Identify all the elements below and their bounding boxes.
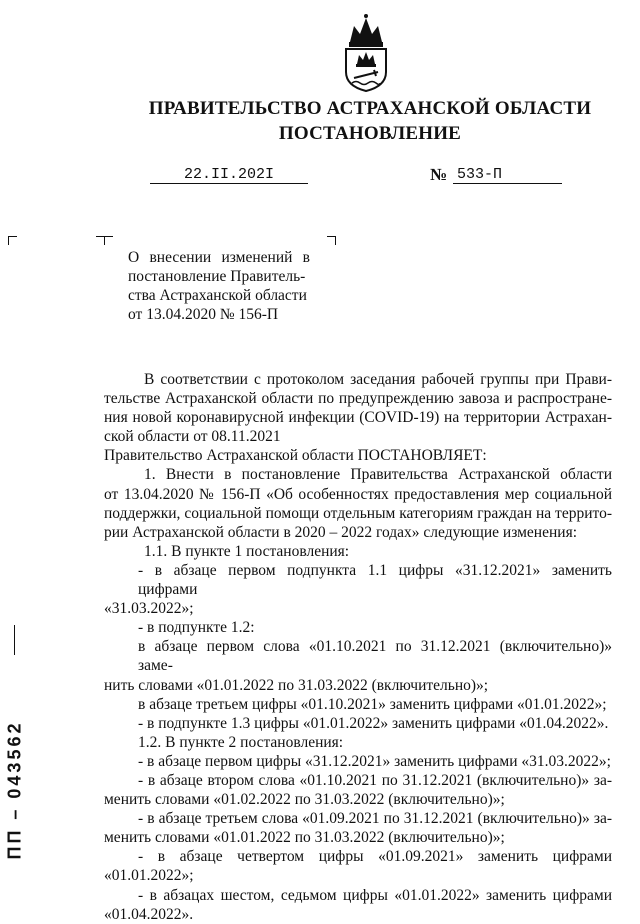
- body-line: менить словами «01.01.2022 по 31.03.2022 (включительно)»;: [104, 829, 505, 847]
- body-line: 1. Внести в постановление Правительства Астраханской области: [144, 466, 612, 484]
- doc-number: 533-П: [453, 166, 562, 184]
- number-label: №: [430, 165, 448, 184]
- subject-line: ства Астраханской области: [128, 287, 307, 304]
- subject-block: [128, 248, 310, 324]
- margin-line-mark: [14, 625, 15, 655]
- subject-corner-mark: [104, 236, 113, 245]
- serial-number-text: ПП – 043562: [4, 720, 25, 860]
- body-line: в абзаце третьем цифры «01.10.2021» заменить цифрами «01.01.2022»;: [138, 695, 607, 713]
- margin-corner-mark: [8, 236, 17, 245]
- subject-line: О внесении изменений в: [128, 249, 310, 266]
- body-line: поддержки, социальной помощи отдельным категориям граждан на террито-: [104, 504, 612, 522]
- doc-type: ПОСТАНОВЛЕНИЕ: [278, 123, 462, 144]
- body-line: «01.01.2022»;: [104, 867, 194, 885]
- body-line: ния новой коронавирусной инфекции (COVID-19) на территории Астрахан-: [104, 409, 612, 427]
- body-line: В соответствии с протоколом заседания рабочей группы при Прави-: [144, 371, 612, 388]
- serial-number: [4, 715, 26, 865]
- body-line: «01.04.2022».: [104, 905, 194, 923]
- body-line: - в абзаце первом подпункта 1.1 цифры «31.12.2021» заменить цифрами: [138, 561, 612, 599]
- subject-line: постановление Правитель-: [128, 268, 306, 285]
- body-line: ской области от 08.11.2021: [104, 428, 281, 446]
- body-line: 1.2. В пункте 2 постановления:: [138, 733, 344, 751]
- body-line: рии Астраханской области в 2020 – 2022 годах» следующие изменения:: [104, 523, 578, 541]
- body-line: - в абзаце третьем слова «01.09.2021 по 31.12.2021 (включительно)» за-: [138, 810, 612, 828]
- doc-date: 22.II.202I: [150, 166, 308, 184]
- body-line: менить словами «01.02.2022 по 31.03.2022 (включительно)»;: [104, 791, 505, 809]
- body-line: нить словами «01.01.2022 по 31.03.2022 (включительно)»;: [104, 676, 489, 694]
- body-line: 1.1. В пункте 1 постановления:: [144, 542, 350, 560]
- body-line: тельстве Астраханской области по предупреждению завоза и распростране-: [104, 390, 612, 408]
- body-line: «31.03.2022»;: [104, 600, 194, 618]
- document-body: [104, 370, 612, 924]
- body-line: Правительство Астраханской области ПОСТАНОВЛЯЕТ:: [104, 447, 487, 465]
- body-line: - в абзацах шестом, седьмом цифры «01.01.2022» заменить цифрами: [138, 886, 612, 904]
- subject-corner-mark: [327, 236, 336, 245]
- subject-line: от 13.04.2020 № 156-П: [128, 306, 279, 323]
- body-line: - в подпункте 1.3 цифры «01.01.2022» заменить цифрами «01.04.2022».: [138, 714, 609, 732]
- astrakhan-coat-of-arms-icon: [340, 12, 392, 92]
- body-line: - в абзаце первом цифры «31.12.2021» заменить цифрами «31.03.2022»;: [138, 752, 611, 770]
- body-line: - в абзаце четвертом цифры «01.09.2021» заменить цифрами: [138, 848, 612, 866]
- body-line: - в абзаце втором слова «01.10.2021 по 31.12.2021 (включительно)» за-: [138, 771, 612, 789]
- body-line: - в подпункте 1.2:: [138, 619, 255, 637]
- body-line: в абзаце первом слова «01.10.2021 по 31.12.2021 (включительно)» заме-: [138, 638, 612, 675]
- body-line: от 13.04.2020 № 156-П «Об особенностях предоставления мер социальной: [104, 485, 612, 503]
- org-name: ПРАВИТЕЛЬСТВО АСТРАХАНСКОЙ ОБЛАСТИ: [148, 98, 592, 119]
